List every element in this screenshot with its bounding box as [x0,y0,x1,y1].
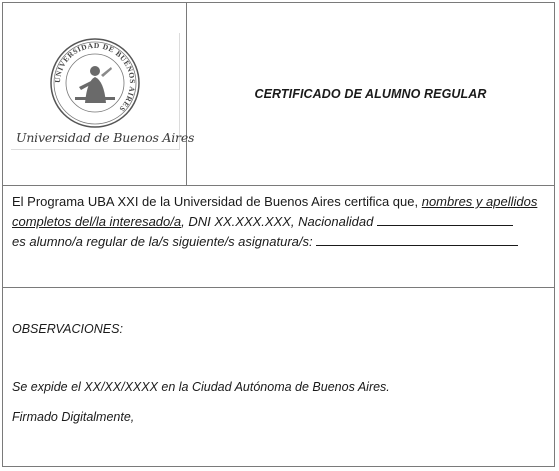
body-part-2: , DNI XX.XXX.XXX, Nacionalidad [181,214,377,229]
expide-text: Se expide el XX/XX/XXXX en la Ciudad Autónoma de Buenos Aires. [12,380,390,394]
body-part-1: El Programa UBA XXI de la Universidad de Buenos Aires certifica que, [12,194,422,209]
subjects-blank [316,233,518,246]
university-logo [11,33,195,150]
certificate-title: CERTIFICADO DE ALUMNO REGULAR [254,87,487,101]
firmado-text: Firmado Digitalmente, [12,410,135,424]
body-part-3: es alumno/a regular de la/s siguiente/s asignatura/s: [12,234,317,249]
certificate-document [2,2,555,467]
header-row [3,3,554,186]
nationality-blank [377,213,513,226]
certification-paragraph [12,192,552,252]
body-row [3,186,554,288]
university-name-logo: Universidad de Buenos Aires [16,130,195,145]
name-placeholder: nombres y apellidos completos del/la interesado/a [12,194,538,229]
observaciones-label: OBSERVACIONES: [12,322,123,336]
logo-cell [3,3,195,186]
university-seal-icon [49,37,141,129]
seal-text: UNIVERSIDAD DE BUENOS AIRES [52,40,138,114]
footer-row [3,288,554,466]
title-cell [187,3,554,186]
